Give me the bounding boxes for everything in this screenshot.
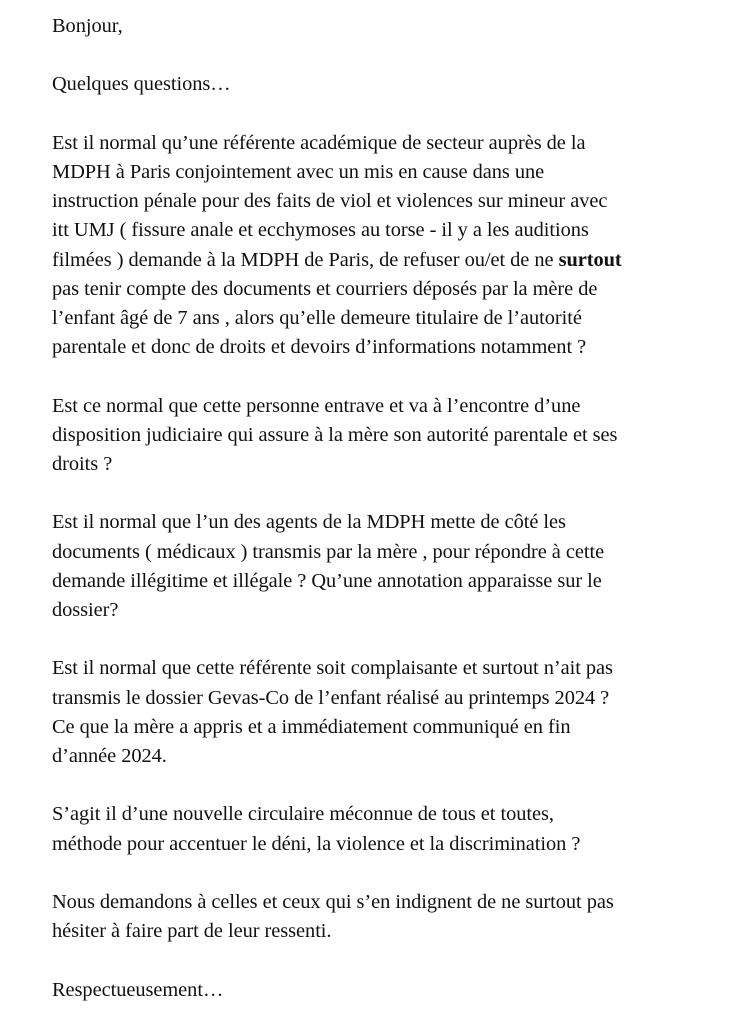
question-1-line: Est il normal qu’une référente académique de secteur auprès de la [52, 131, 586, 154]
question-6 [52, 888, 742, 946]
closing [52, 976, 742, 1005]
question-1-line: MDPH à Paris conjointement avec un mis en cause dans une [52, 160, 545, 183]
question-1 [52, 129, 742, 363]
question-6-line: hésiter à faire part de leur ressenti. [52, 920, 332, 943]
question-4-line: transmis le dossier Gevas-Co de l’enfant réalisé au printemps 2024 ? [52, 686, 610, 709]
question-5 [52, 800, 742, 858]
question-4 [52, 654, 742, 771]
question-1-line: itt UMJ ( fissure anale et ecchymoses au torse - il y a les auditions [52, 219, 589, 242]
question-4-line: d’année 2024. [52, 745, 167, 767]
question-1-text: filmées ) demande à la MDPH de Paris, de refuser ou/et de ne [52, 248, 559, 271]
question-2-line: Est ce normal que cette personne entrave et va à l’encontre d’une [52, 394, 581, 417]
question-3-line: documents ( médicaux ) transmis par la mère , pour répondre à cette [52, 540, 605, 563]
question-5-line: S’agit il d’une nouvelle circulaire méconnue de tous et toutes, [52, 803, 554, 826]
question-1-line: parentale et donc de droits et devoirs d’informations notamment ? [52, 336, 587, 359]
question-1-line: l’enfant âgé de 7 ans , alors qu’elle demeure titulaire de l’autorité [52, 307, 582, 329]
greeting [52, 12, 742, 41]
question-2 [52, 392, 742, 480]
intro-text: Quelques questions… [52, 73, 231, 96]
letter-body [52, 12, 742, 1034]
question-4-line: Est il normal que cette référente soit complaisante et surtout n’ait pas [52, 657, 613, 680]
question-1-line: instruction pénale pour des faits de viol et violences sur mineur avec [52, 190, 608, 213]
question-2-line: droits ? [52, 453, 113, 475]
question-3-line: demande illégitime et illégale ? Qu’une annotation apparaisse sur le [52, 569, 602, 592]
question-1-line: pas tenir compte des documents et courriers déposés par la mère de [52, 277, 598, 300]
emphasis-surtout: surtout [558, 248, 622, 271]
intro [52, 70, 742, 99]
question-3 [52, 508, 742, 625]
question-5-line: méthode pour accentuer le déni, la violence et la discrimination ? [52, 832, 581, 855]
closing-text: Respectueusement… [52, 978, 224, 1001]
question-1-line [52, 246, 742, 275]
question-3-line: dossier? [52, 599, 119, 621]
question-6-line: Nous demandons à celles et ceux qui s’en indignent de ne surtout pas [52, 890, 614, 913]
question-4-line: Ce que la mère a appris et a immédiatement communiqué en fin [52, 715, 571, 738]
question-2-line: disposition judiciaire qui assure à la mère son autorité parentale et ses [52, 423, 618, 446]
question-3-line: Est il normal que l’un des agents de la MDPH mette de côté les [52, 511, 566, 534]
greeting-text: Bonjour, [52, 15, 123, 37]
